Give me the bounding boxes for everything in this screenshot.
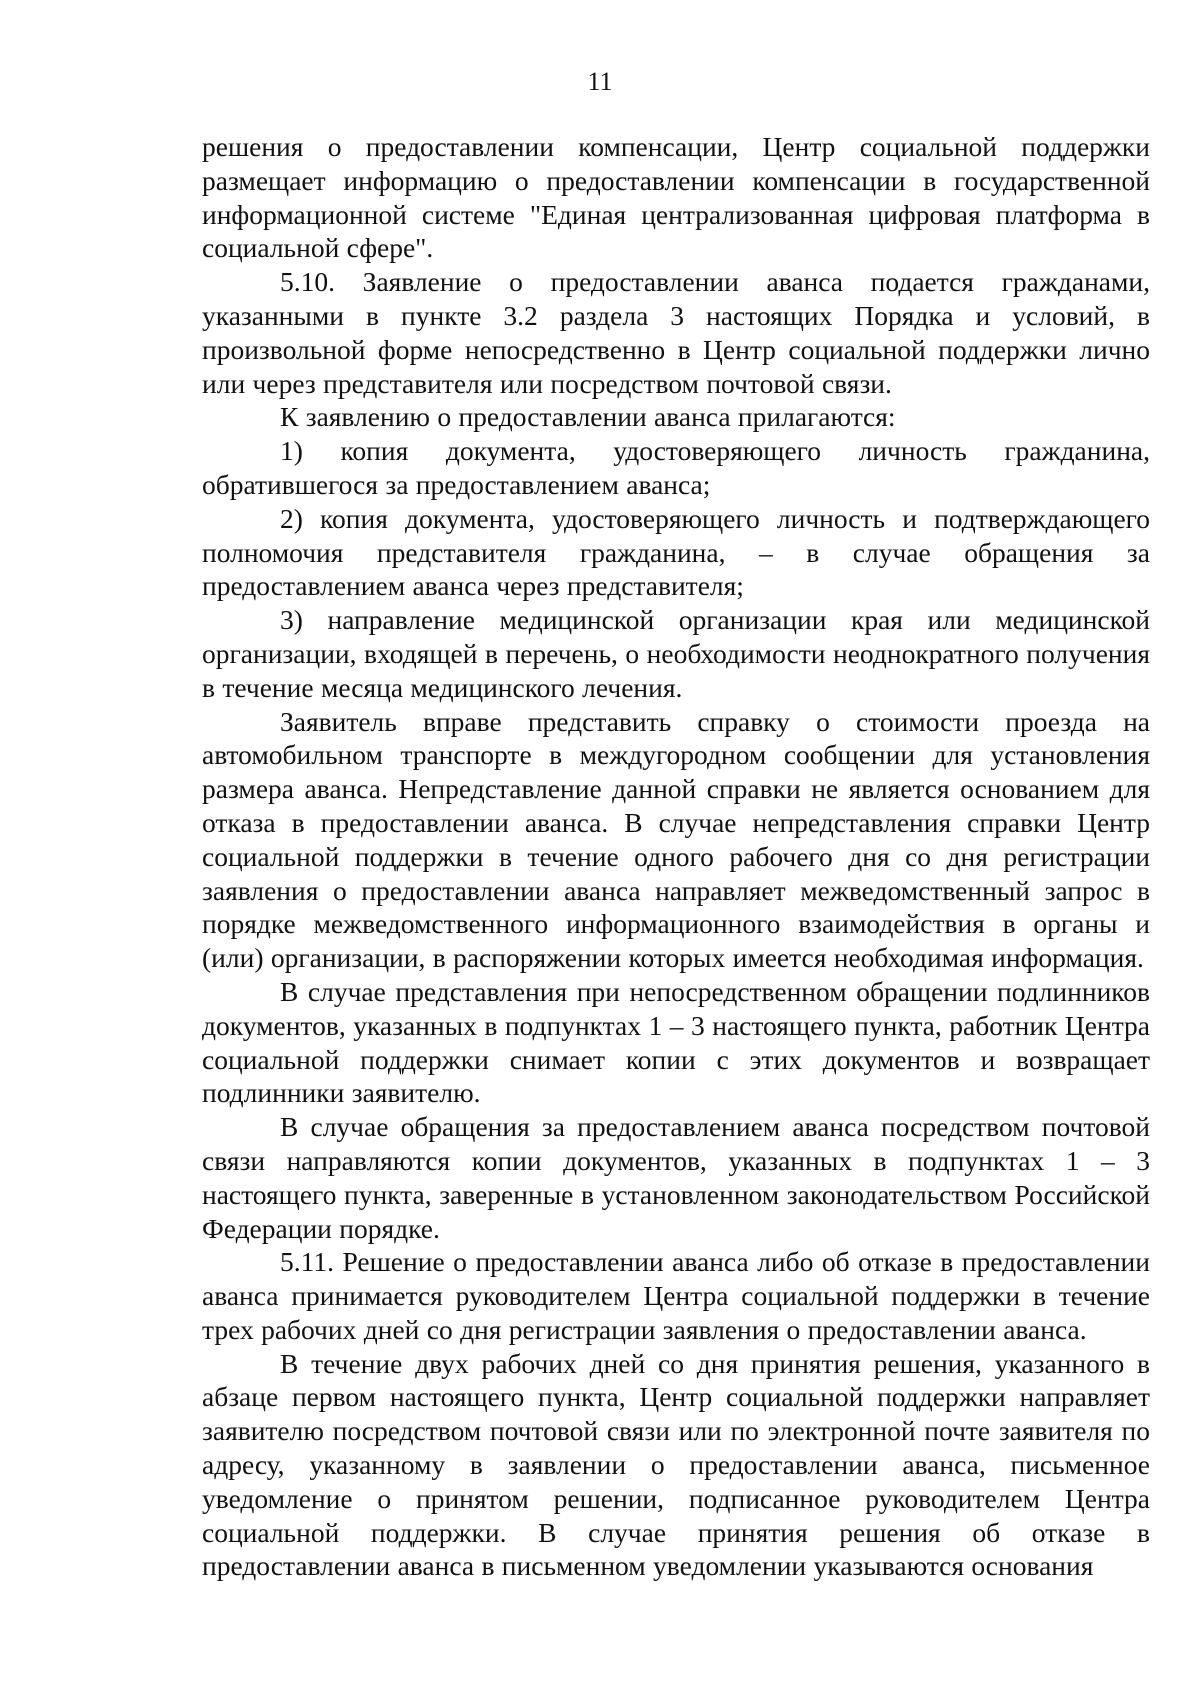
list-item: 3) направление медицинской организации края или медицинской организации, входящей в перечень, о необходимости неоднократного получения в течение месяца медицинского лечения. <box>202 604 1150 703</box>
paragraph: К заявлению о предоставлении аванса прилагаются: <box>280 401 896 433</box>
paragraph: 5.11. Решение о предоставлении аванса либо об отказе в предоставлении аванса принимается руководителем Центра социальной поддержки в течение трех рабочих дней со дня регистрации заявления о предоставлении аванса. <box>202 1246 1150 1345</box>
paragraph: В случае обращения за предоставлением аванса посредством почтовой связи направляются копии документов, указанных в подпунктах 1 – 3 настоящего пункта, заверенные в установленном законодательством Российской Федерации порядке. <box>202 1111 1150 1244</box>
paragraph: В случае представления при непосредственном обращении подлинников документов, указанных в подпунктах 1 – 3 настоящего пункта, работник Центра социальной поддержки снимает копии с этих документов и возвращает подлинники заявителю. <box>202 975 1150 1109</box>
paragraph: 5.10. Заявление о предоставлении аванса подается гражданами, указанными в пункте 3.2 раздела 3 настоящих Порядка и условий, в произвольной форме непосредственно в Центр социальной поддержки лично или через представителя или посредством почтовой связи. <box>202 266 1150 399</box>
paragraph: В течение двух рабочих дней со дня принятия решения, указанного в абзаце первом настоящего пункта, Центр социальной поддержки направляет заявителю посредством почтовой связи или по электронной почте заявителя по адресу, указанному в заявлении о предоставлении аванса, письменное уведомление о принятом решении, подписанное руководителем Центра социальной поддержки. В случае принятия решения об отказе в предоставлении аванса в письменном уведомлении указываются основания <box>202 1347 1150 1582</box>
paragraph: решения о предоставлении компенсации, Центр социальной поддержки размещает информацию о предоставлении компенсации в государственной информационной системе "Единая централизованная цифровая платформа в социальной сфере". <box>202 131 1150 264</box>
document-body <box>202 130 1150 1583</box>
list-item: 1) копия документа, удостоверяющего личность гражданина, обратившегося за предоставлением аванса; <box>202 435 1150 500</box>
paragraph: Заявитель вправе представить справку о стоимости проезда на автомобильном транспорте в междугородном сообщении для установления размера аванса. Непредставление данной справки не является основанием для отказа в предоставлении аванса. В случае непредставления справки Центр социальной поддержки в течение одного рабочего дня со дня регистрации заявления о предоставлении аванса направляет межведомственный запрос в порядке межведомственного информационного взаимодействия в органы и (или) организации, в распоряжении которых имеется необходимая информация. <box>202 705 1150 974</box>
list-item: 2) копия документа, удостоверяющего личность и подтверждающего полномочия представителя гражданина, – в случае обращения за предоставлением аванса через представителя; <box>202 502 1150 602</box>
page-number: 11 <box>587 67 613 96</box>
